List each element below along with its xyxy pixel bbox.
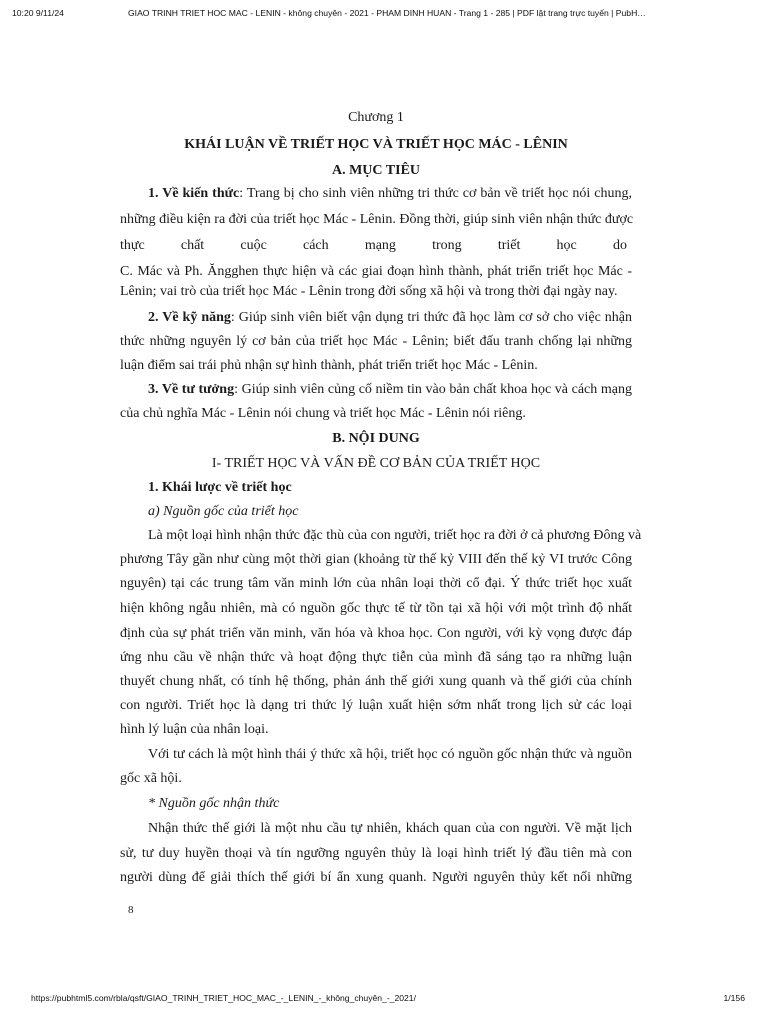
cognition-paragraph-line: người dùng để giải thích thế giới bí ẩn xung quanh. Người nguyên thủy kết nối những — [120, 870, 632, 885]
heading-1: 1. Khái lược về triết học — [148, 480, 292, 495]
print-page-title: GIAO TRINH TRIET HOC MAC - LENIN - không chuyên - 2021 - PHAM DINH HUAN - Trang 1 - 285 | PDF lật trang trực tuyến | PubH… — [128, 8, 646, 18]
print-footer — [0, 993, 768, 1013]
origin-paragraph-line: hình lý luận của nhân loại. — [120, 722, 269, 737]
objective-knowledge-line-3: thực chất cuộc cách mạng trong triết học do — [120, 238, 627, 253]
social-form-paragraph-line: gốc xã hội. — [120, 771, 182, 786]
print-timestamp: 10:20 9/11/24 — [12, 8, 64, 18]
objective-knowledge-line-4: C. Mác và Ph. Ăngghen thực hiện và các giai đoạn hình thành, phát triển triết học Mác - — [120, 264, 632, 279]
cognition-paragraph-line: Nhận thức thế giới là một nhu cầu tự nhiên, khách quan của con người. Về mặt lịch — [148, 821, 632, 836]
objective-ideology-line-1: 3. Về tư tưởng: Giúp sinh viên củng cố niềm tin vào bản chất khoa học và cách mạng — [148, 382, 632, 397]
section-a-heading: A. MỤC TIÊU — [331, 163, 421, 178]
heading-cognitive-origin: * Nguồn gốc nhận thức — [148, 796, 280, 811]
chapter-label: Chương 1 — [348, 110, 404, 125]
origin-paragraph-line: ứng nhu cầu về nhận thức và hoạt động thực tiễn của mình đã sáng tạo ra những luận — [120, 650, 632, 665]
objective-knowledge-line-1: 1. Về kiến thức: Trang bị cho sinh viên những tri thức cơ bản về triết học nói chung, — [148, 186, 632, 201]
page-number: 8 — [128, 904, 134, 916]
social-form-paragraph-line: Với tư cách là một hình thái ý thức xã hội, triết học có nguồn gốc nhận thức và nguồn — [148, 747, 632, 762]
origin-paragraph-line: nguyên) tại các trung tâm văn minh lớn của nhân loại thời cổ đại. Ý thức triết học xuất — [120, 576, 632, 591]
part-1-heading: I- TRIẾT HỌC VÀ VẤN ĐỀ CƠ BẢN CỦA TRIẾT HỌC — [211, 456, 541, 471]
chapter-title: KHÁI LUẬN VỀ TRIẾT HỌC VÀ TRIẾT HỌC MÁC - LÊNIN — [184, 137, 568, 152]
objective-skills-line-1: 2. Về kỹ năng: Giúp sinh viên biết vận dụng tri thức đã học làm cơ sở cho việc nhận — [148, 310, 632, 325]
heading-1a: a) Nguồn gốc của triết học — [148, 504, 299, 519]
print-url: https://pubhtml5.com/rbla/qsft/GIAO_TRINH_TRIET_HOC_MAC_-_LENIN_-_không_chuyên_-_2021/ — [31, 993, 416, 1003]
objective-skills-line-3: luận điểm sai trái phủ nhận sự hình thành, phát triển triết học Mác - Lênin. — [120, 358, 538, 373]
origin-paragraph-line: phương Tây gần như cùng một thời gian (khoảng từ thế kỷ VIII đến thế kỷ VI trước Công — [120, 552, 632, 567]
origin-paragraph-line: thuyết chung nhất, có tính hệ thống, phản ánh thế giới xung quanh và thế giới của chính — [120, 674, 632, 689]
cognition-paragraph-line: sử, tư duy huyền thoại và tín ngưỡng nguyên thủy là loại hình triết lý đầu tiên mà con — [120, 846, 632, 861]
objective-knowledge-label: 1. Về kiến thức — [148, 186, 240, 201]
objective-knowledge-line-2: những điều kiện ra đời của triết học Mác - Lênin. Đồng thời, giúp sinh viên nhận thức được — [120, 212, 634, 227]
objective-skills-line-2: thức những nguyên lý cơ bản của triết học Mác - Lênin; biết đấu tranh chống lại những — [120, 334, 632, 349]
objective-knowledge-line-5: Lênin; vai trò của triết học Mác - Lênin trong đời sống xã hội và trong thời đại ngày nay. — [120, 284, 618, 299]
origin-paragraph-line: Là một loại hình nhận thức đặc thù của con người, triết học ra đời ở cả phương Đông và — [148, 528, 642, 543]
objective-ideology-label: 3. Về tư tưởng — [148, 382, 235, 397]
section-b-heading: B. NỘI DUNG — [332, 431, 420, 446]
print-page-count: 1/156 — [723, 993, 745, 1003]
origin-paragraph-line: định của sự phát triển văn minh, văn hóa và khoa học. Con người, với kỳ vọng được đáp — [120, 626, 632, 641]
origin-paragraph-line: hiện không ngẫu nhiên, mà có nguồn gốc thực tế từ tồn tại xã hội với một trình độ nhất — [120, 601, 632, 616]
origin-paragraph-line: con người. Triết học là dạng tri thức lý luận xuất hiện sớm nhất trong lịch sử các loại — [120, 698, 632, 713]
objective-skills-label: 2. Về kỹ năng — [148, 310, 231, 325]
objective-ideology-line-2: của chủ nghĩa Mác - Lênin nói chung và triết học Mác - Lênin nói riêng. — [120, 406, 526, 421]
